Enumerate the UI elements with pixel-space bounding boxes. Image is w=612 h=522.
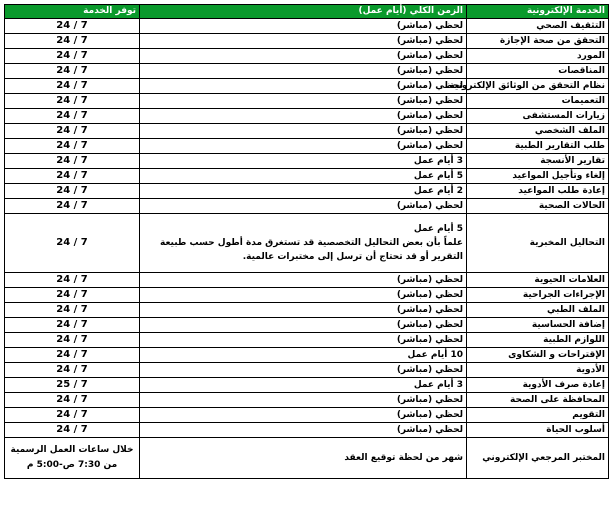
cell-service: اللوازم الطبية [467,333,609,348]
cell-time: لحظي (مباشر) [140,94,467,109]
table-row [5,94,609,109]
table-row [5,363,609,378]
cell-service: الإقتراحات و الشكاوى [467,348,609,363]
cell-availability [5,438,140,479]
time-value: 5 أيام عمل [413,224,463,234]
table-row [5,348,609,363]
cell-service: الإجراءات الجراحية [467,288,609,303]
cell-availability: 7 / 24 [5,124,140,139]
table-row-last [5,438,609,479]
time-note: علماً بأن بعض التحاليل التخصصية قد تستغرق مدة أطول حسب طبيعة التقرير أو قد تحتاج أن ترسل إلى مختبرات عالمية. [160,238,463,262]
cell-time: شهر من لحظة توقيع العقد [140,438,467,479]
cell-time: 3 أيام عمل [140,378,467,393]
cell-time: لحظي (مباشر) [140,333,467,348]
table-row [5,49,609,64]
cell-time: 10 أيام عمل [140,348,467,363]
cell-availability: 7 / 24 [5,49,140,64]
cell-time: لحظي (مباشر) [140,273,467,288]
table-row [5,303,609,318]
cell-availability: 7 / 24 [5,94,140,109]
cell-time: لحظي (مباشر) [140,393,467,408]
cell-service: العلامات الحيوية [467,273,609,288]
cell-time: لحظي (مباشر) [140,199,467,214]
cell-service: طلب التقارير الطبية [467,139,609,154]
cell-time: 3 أيام عمل [140,154,467,169]
cell-service: الملف الطبي [467,303,609,318]
cell-availability: 7 / 24 [5,64,140,79]
cell-time: لحظي (مباشر) [140,363,467,378]
cell-service: إلغاء وتأجيل المواعيد [467,169,609,184]
table-row [5,408,609,423]
cell-availability: 7 / 24 [5,79,140,94]
cell-availability: 7 / 24 [5,109,140,124]
header-availability: توفر الخدمة [5,5,140,19]
cell-availability: 7 / 24 [5,34,140,49]
cell-time: لحظي (مباشر) [140,19,467,34]
cell-availability: 7 / 24 [5,348,140,363]
cell-time: 2 أيام عمل [140,184,467,199]
table-body [5,19,609,479]
cell-availability: 7 / 24 [5,199,140,214]
cell-time: 5 أيام عمل [140,169,467,184]
cell-time: لحظي (مباشر) [140,64,467,79]
table-row [5,214,609,273]
cell-service: زيارات المستشفى [467,109,609,124]
cell-availability: 7 / 24 [5,333,140,348]
cell-service: المناقصات [467,64,609,79]
cell-availability: 7 / 24 [5,423,140,438]
table-row [5,333,609,348]
cell-service: إعادة صرف الأدوية [467,378,609,393]
cell-service: التحاليل المخبرية [467,214,609,273]
availability-line-2: من 7:30 ص-5:00 م [26,460,118,470]
cell-time: لحظي (مباشر) [140,318,467,333]
cell-time: لحظي (مباشر) [140,423,467,438]
cell-availability: 7 / 24 [5,139,140,154]
cell-availability: 7 / 24 [5,214,140,273]
table-row [5,19,609,34]
cell-service: التعميمات [467,94,609,109]
cell-time: لحظي (مباشر) [140,79,467,94]
table-row [5,79,609,94]
services-table-container [4,4,608,479]
table-row [5,393,609,408]
cell-availability: 7 / 24 [5,169,140,184]
cell-availability: 7 / 24 [5,408,140,423]
cell-availability: 7 / 24 [5,363,140,378]
header-time: الزمن الكلي (أيام عمل) [140,5,467,19]
cell-availability: 7 / 24 [5,318,140,333]
cell-service: الأدوية [467,363,609,378]
table-row [5,139,609,154]
cell-service: المحافظة على الصحة [467,393,609,408]
table-row [5,169,609,184]
cell-time: لحظي (مباشر) [140,139,467,154]
cell-availability: 7 / 25 [5,378,140,393]
cell-time [140,214,467,273]
cell-service: تقارير الأنسجة [467,154,609,169]
cell-service: أسلوب الحياة [467,423,609,438]
cell-service: المختبر المرجعي الإلكتروني [467,438,609,479]
cell-service: إضافة الحساسية [467,318,609,333]
table-row [5,184,609,199]
table-row [5,154,609,169]
cell-availability: 7 / 24 [5,288,140,303]
cell-service: المورد [467,49,609,64]
cell-service: الملف الشخصي [467,124,609,139]
table-row [5,34,609,49]
cell-time: لحظي (مباشر) [140,109,467,124]
cell-service: الحالات الصحية [467,199,609,214]
table-row [5,378,609,393]
cell-availability: 7 / 24 [5,393,140,408]
cell-availability: 7 / 24 [5,184,140,199]
cell-time: لحظي (مباشر) [140,49,467,64]
cell-time: لحظي (مباشر) [140,288,467,303]
cell-service: التثقيف الصحي [467,19,609,34]
cell-time: لحظي (مباشر) [140,303,467,318]
table-row [5,423,609,438]
header-service: الخدمة الإلكترونية [467,5,609,19]
cell-availability: 7 / 24 [5,273,140,288]
cell-availability: 7 / 24 [5,303,140,318]
table-row [5,288,609,303]
cell-service: إعادة طلب المواعيد [467,184,609,199]
table-row [5,109,609,124]
table-row [5,64,609,79]
cell-time: لحظي (مباشر) [140,408,467,423]
cell-time: لحظي (مباشر) [140,124,467,139]
table-row [5,273,609,288]
cell-availability: 7 / 24 [5,19,140,34]
cell-service: نظام التحقق من الوثائق الإلكترونية [467,79,609,94]
cell-service: التقويم [467,408,609,423]
availability-line-1: خلال ساعات العمل الرسمية [10,445,134,455]
table-header-row [5,5,609,19]
table-row [5,318,609,333]
table-row [5,199,609,214]
table-row [5,124,609,139]
services-table [4,4,609,479]
cell-service: التحقق من صحة الإجازة [467,34,609,49]
cell-availability: 7 / 24 [5,154,140,169]
cell-time: لحظي (مباشر) [140,34,467,49]
